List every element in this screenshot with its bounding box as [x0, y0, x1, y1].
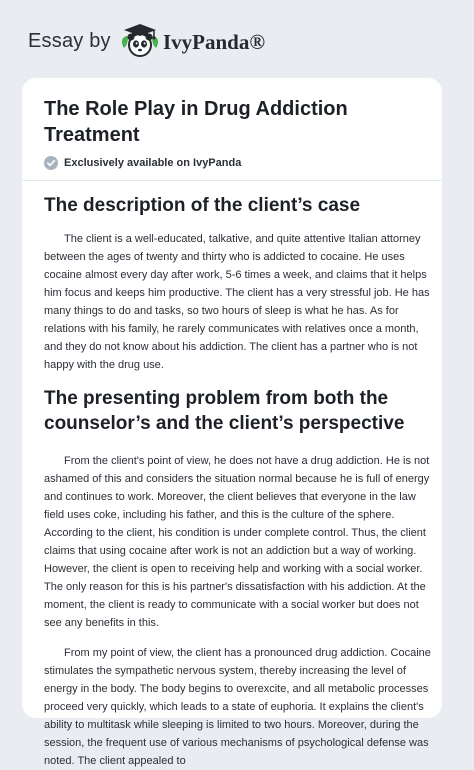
panda-graduation-cap-icon[interactable] [118, 22, 162, 60]
page-title: The Role Play in Drug Addiction Treatment [44, 98, 348, 146]
essay-by-label: Essay by [28, 30, 111, 52]
ivypanda-logo-text[interactable]: IvyPanda® [163, 30, 266, 54]
divider [22, 180, 442, 181]
section-heading: The description of the client’s case [44, 195, 361, 216]
check-circle-icon [44, 156, 58, 170]
essay-body [44, 190, 432, 770]
availability-badge [44, 156, 241, 170]
section-heading: The presenting problem from both the counselor’s and the client’s perspective [44, 388, 405, 434]
site-header [0, 0, 474, 78]
paragraph: From my point of view, the client has a pronounced drug addiction. Cocaine stimulates the sympathetic nervous system, thereby increasing the level of energy in the body. The body begins to overexcite, and all metabolic processes proceed very quickly, which leads to a state of euphoria. It explains the client's ability to multitask while sleeping is limited to two hours. Moreover, during the session, the frequent use of various mechanisms of psychological defense was noted. The client appealed to [44, 647, 431, 767]
essay-card [22, 78, 442, 767]
availability-text: Exclusively available on IvyPanda [64, 157, 242, 169]
paragraph: The client is a well-educated, talkative, and quite attentive Italian attorney between the ages of twenty and thirty who is addicted to cocaine. He uses cocaine almost every day after work, 5-6 times a week, and claims that it helps him focus and keeps him productive. The client has a very stressful job. He has many things to do and tasks, so two hours of sleep is what he has. As for relations with his family, he rarely communicates with relatives once a month, and they do not know about his addiction. The client has a partner who is not happy with the drug use. [44, 233, 430, 371]
paragraph: From the client's point of view, he does not have a drug addiction. He is not ashamed of this and considers the situation normal because he is full of energy and continues to work. Moreover, the client believes that everyone in the law field uses coke, including his father, and this is the culture of the sphere. According to the client, his condition is under complete control. Thus, the client claims that using cocaine after work is not an addiction but a way of working. However, the client is open to receiving help and working with a social worker. The only reason for this is his partner's dissatisfaction with his addiction. At the moment, the client is ready to communicate with a social worker but does not see any benefits in this. [44, 455, 430, 629]
